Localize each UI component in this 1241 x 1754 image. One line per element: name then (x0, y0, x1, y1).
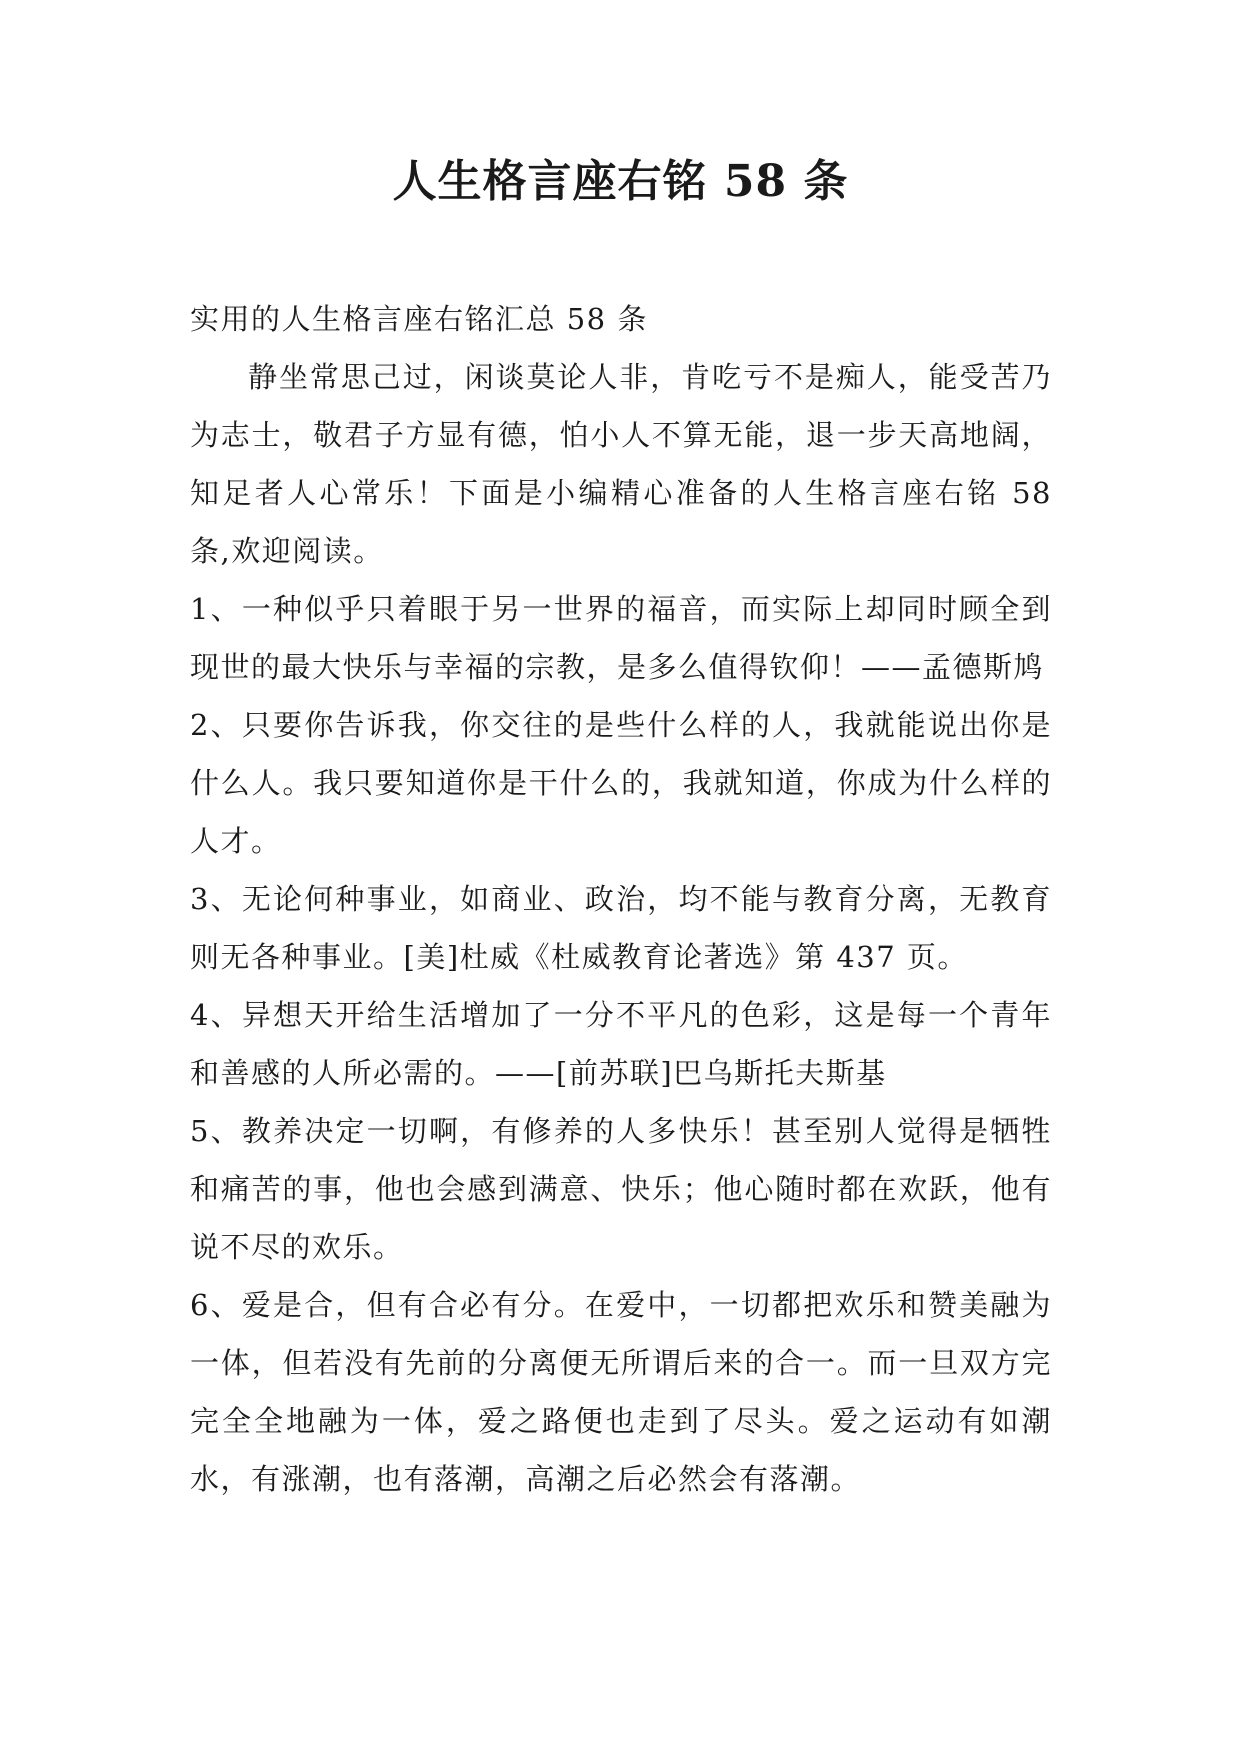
intro-paragraph: 静坐常思己过，闲谈莫论人非，肯吃亏不是痴人，能受苦乃为志士，敬君子方显有德，怕小人不算无能，退一步天高地阔，知足者人心常乐！下面是小编精心准备的人生格言座右铭 58 条,欢迎阅读。 (190, 360, 1052, 568)
document-body (190, 290, 1052, 1508)
quote-item-4: 4、异想天开给生活增加了一分不平凡的色彩，这是每一个青年和善感的人所必需的。——[前苏联]巴乌斯托夫斯基 (190, 998, 1052, 1090)
quote-item-5: 5、教养决定一切啊，有修养的人多快乐！甚至别人觉得是牺牲和痛苦的事，他也会感到满意、快乐；他心随时都在欢跃，他有说不尽的欢乐。 (190, 1114, 1052, 1264)
quote-item-3: 3、无论何种事业，如商业、政治，均不能与教育分离，无教育则无各种事业。[美]杜威《杜威教育论著选》第 437 页。 (190, 882, 1052, 974)
quote-item-1: 1、一种似乎只着眼于另一世界的福音，而实际上却同时顾全到现世的最大快乐与幸福的宗教，是多么值得钦仰！——孟德斯鸠 (190, 592, 1052, 684)
quote-item-6: 6、爱是合，但有合必有分。在爱中，一切都把欢乐和赞美融为一体，但若没有先前的分离便无所谓后来的合一。而一旦双方完完全全地融为一体，爱之路便也走到了尽头。爱之运动有如潮水，有涨潮，也有落潮，高潮之后必然会有落潮。 (190, 1288, 1052, 1496)
page-title: 人生格言座右铭 58 条 (392, 156, 849, 207)
quote-item-2: 2、只要你告诉我，你交往的是些什么样的人，我就能说出你是什么人。我只要知道你是干什么的，我就知道，你成为什么样的人才。 (190, 708, 1052, 858)
subtitle: 实用的人生格言座右铭汇总 58 条 (190, 302, 648, 336)
